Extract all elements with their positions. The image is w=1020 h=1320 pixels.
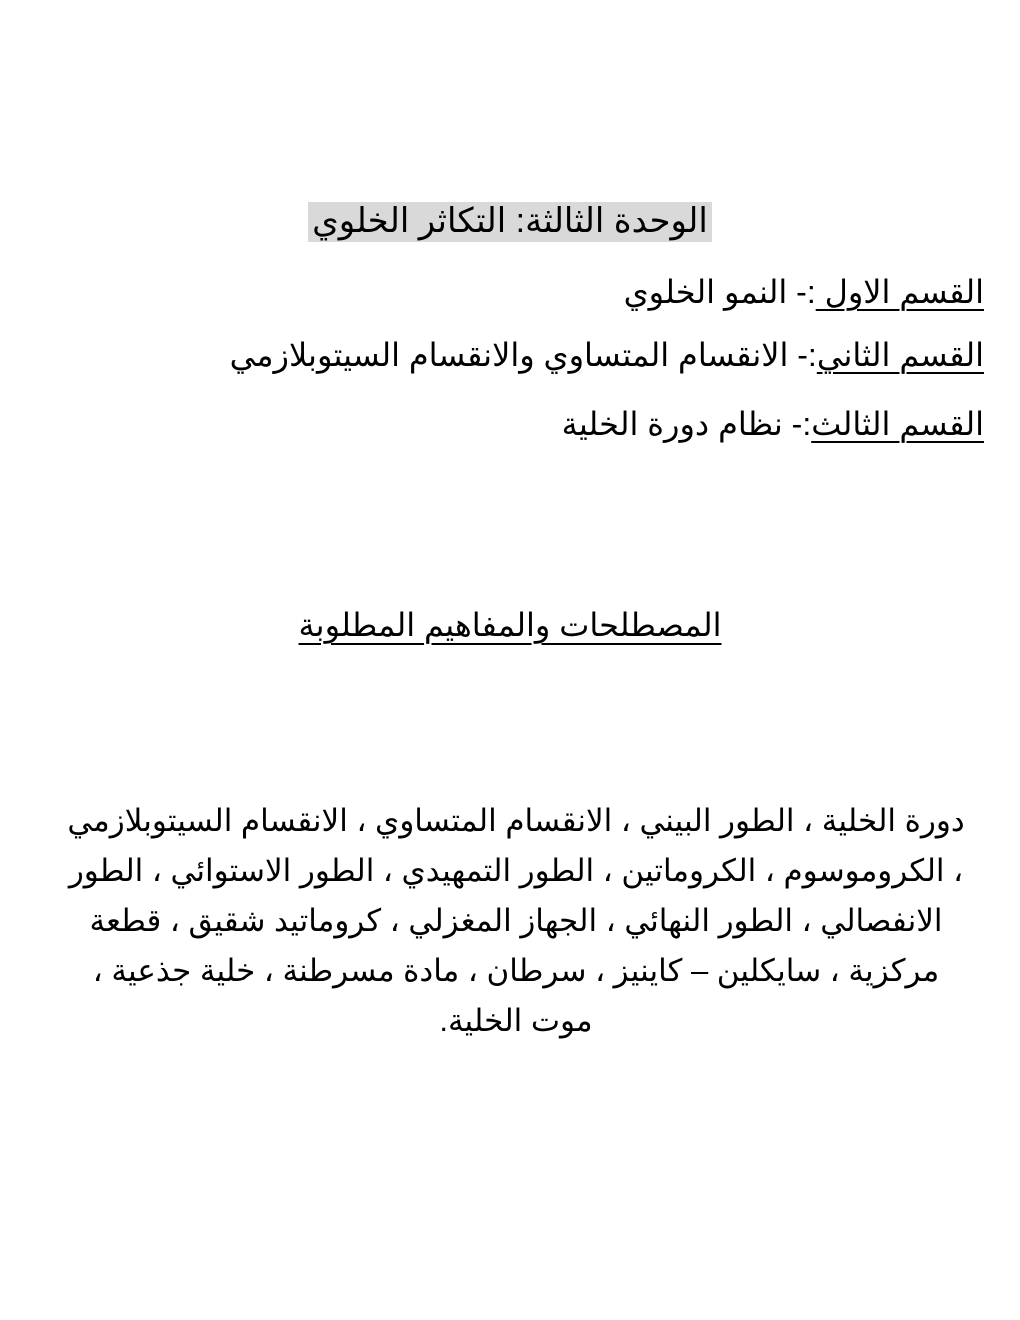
section-3-label: القسم الثالث: [811, 406, 984, 442]
section-1-title: النمو الخلوي: [623, 274, 788, 310]
section-2: [230, 333, 984, 377]
section-2-label: القسم الثاني: [816, 337, 984, 373]
section-3: [562, 402, 984, 446]
section-3-separator: :-: [782, 406, 812, 442]
section-1-separator: :-: [787, 274, 816, 310]
section-1-label: القسم الاول: [815, 274, 984, 310]
section-2-separator: :-: [788, 337, 817, 373]
terms-heading: [0, 602, 1020, 648]
section-3-title: نظام دورة الخلية: [561, 406, 783, 442]
terms-paragraph: دورة الخلية ، الطور البيني ، الانقسام المتساوي ، الانقسام السيتوبلازمي ، الكروموسوم ، الكروماتين ، الطور التمهيدي ، الطور الاستوائي ، الطور الانفصالي ، الطور النهائي ، الجهاز المغزلي ، كروماتيد شقيق ، قطعة مركزية ، سايكلين – كاينيز ، سرطان ، مادة مسرطنة ، خلية جذعية ، موت الخلية.: [67, 803, 965, 1038]
unit-title-text: الوحدة الثالثة: التكاثر الخلوي: [308, 202, 712, 242]
unit-title: [0, 195, 1020, 247]
terms-heading-text: المصطلحات والمفاهيم المطلوبة: [298, 607, 722, 643]
section-2-title: الانقسام المتساوي والانقسام السيتوبلازمي: [229, 337, 789, 373]
section-1: [624, 270, 984, 314]
